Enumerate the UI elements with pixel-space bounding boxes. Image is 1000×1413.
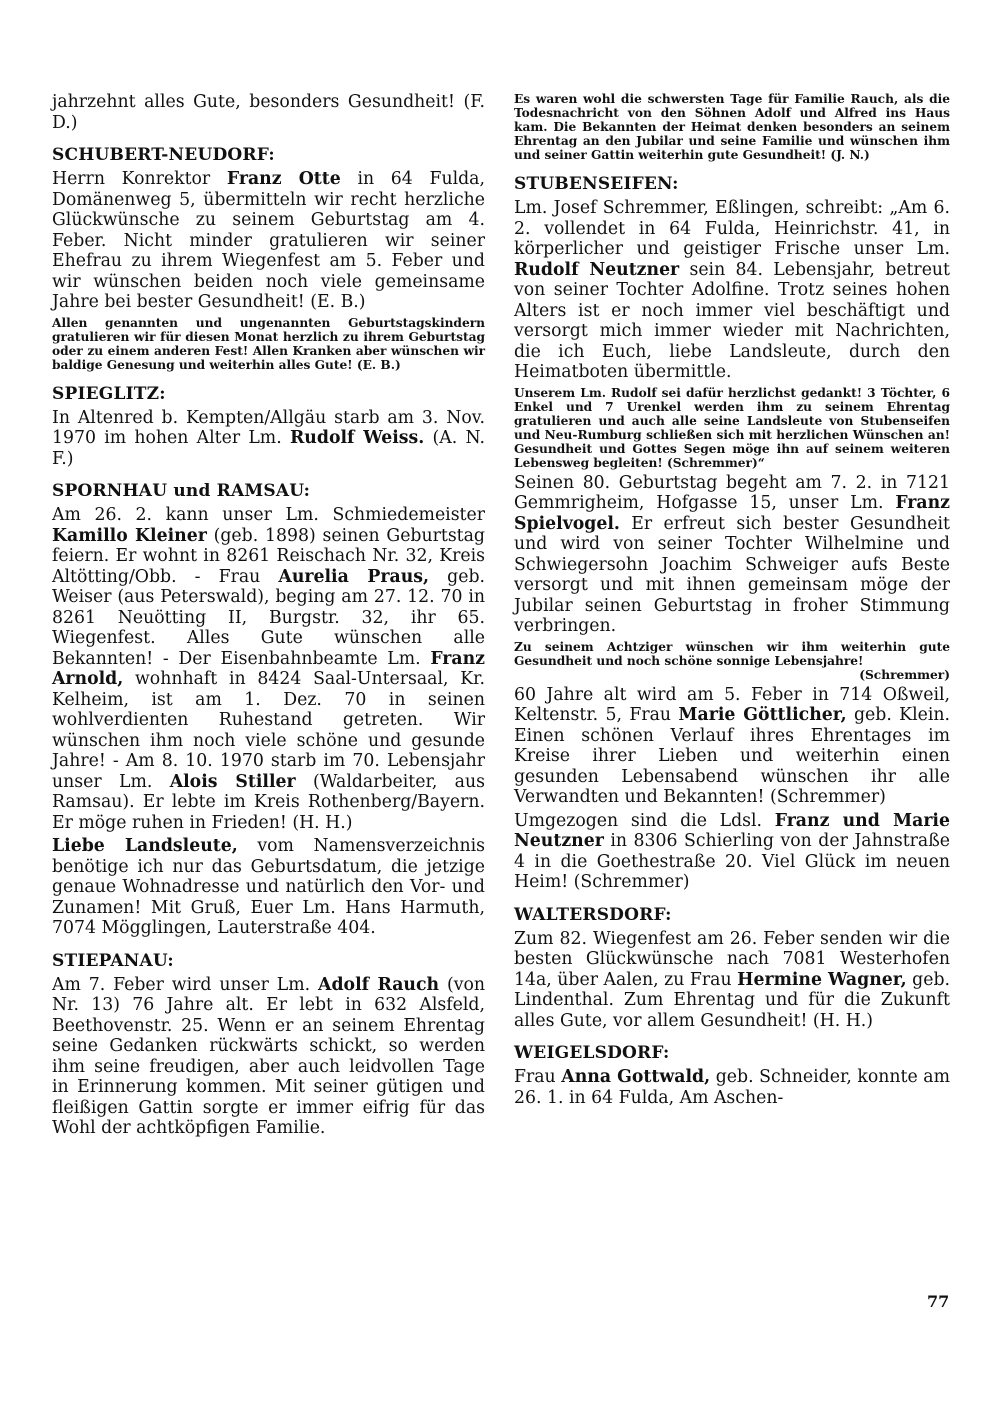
article-paragraph: Lm. Josef Schremmer, Eßlingen, schreibt: „Am 6. 2. vollendet in 64 Fulda, Heinrichstr. 41, in körperlicher und geistiger Frische unser Lm. Rudolf Neutzner sein 84. Lebensjahr, betreut von seiner Tochter Adolfine. Trotz seines hohen Alters ist er noch immer viel beschäftigt und versorgt mich immer wieder mit Nachrichten, die ich Euch, liebe Landsleute, durch den Heimatboten übermittle. xyxy=(514,198,950,382)
note-paragraph: Zu seinem Achtziger wünschen wir ihm weiterhin gute Gesundheit und noch schöne sonnige Lebensjahre! (Schremmer) xyxy=(514,639,950,682)
article-paragraph: Am 26. 2. kann unser Lm. Schmiedemeister Kamillo Kleiner (geb. 1898) seinen Geburtstag feiern. Er wohnt in 8261 Reischach Nr. 32, Kreis Altötting/Obb. - Frau Aurelia Praus, geb. Weiser (aus Peterswald), beging am 27. 12. 70 in 8261 Neuötting II, Burgstr. 32, ihr 65. Wiegenfest. Alles Gute wünschen alle Bekannten! - Der Eisenbahnbeamte Lm. Franz Arnold, wohnhaft in 8424 Saal-Untersaal, Kr. Kelheim, ist am 1. Dez. 70 in seinen wohlverdienten Ruhestand getreten. Wir wünschen ihm noch viele schöne und gesunde Jahre! - Am 8. 10. 1970 starb im 70. Lebensjahr unser Lm. Alois Stiller (Waldarbeiter, aus Ramsau). Er lebte im Kreis Rothenberg/Bayern. Er möge ruhen in Frieden! (H. H.) xyxy=(52,505,485,833)
left-column xyxy=(52,92,485,1139)
article-paragraph: Umgezogen sind die Ldsl. Franz und Marie Neutzner in 8306 Schierling von der Jahnstraße 4 in die Goethestraße 20. Viel Glück im neuen Heim! (Schremmer) xyxy=(514,810,950,892)
note-signature: (Schremmer) xyxy=(859,667,950,682)
article-paragraph: Seinen 80. Geburtstag begeht am 7. 2. in 7121 Gemmrigheim, Hofgasse 15, unser Lm. Franz Spielvogel. Er erfreut sich bester Gesundheit und wird von seiner Tochter Wilhelmine und Schwiegersohn Joachim Schweiger aufs Beste versorgt und mit ihnen gemeinsam möge der Jubilar seinen Geburtstag in froher Stimmung verbringen. xyxy=(514,472,950,636)
section-waltersdorf xyxy=(514,905,950,1032)
section-stubenseifen xyxy=(514,174,950,893)
section-heading: SCHUBERT-NEUDORF: xyxy=(52,145,275,165)
section-spornhau-ramsau xyxy=(52,481,485,939)
note-paragraph: Unserem Lm. Rudolf sei dafür herzlichst gedankt! 3 Töchter, 6 Enkel und 7 Urenkel werden ihm zu seinem Ehrentag gratulieren und auch alle seine Landsleute von Stubenseifen und Neu-Rumburg schließen sich mit herzlichen Wünschen an! Gesundheit und Gottes Segen möge ihn auf seinem weiteren Lebensweg begleiten! (Schremmer)“ xyxy=(514,385,950,470)
article-paragraph: Zum 82. Wiegenfest am 26. Feber senden wir die besten Glückwünsche nach 7081 Westerhofen 14a, über Aalen, zu Frau Hermine Wagner, geb. Lindenthal. Zum Ehrentag und für die Zukunft alles Gute, vor allem Gesundheit! (H. H.) xyxy=(514,928,951,1031)
page-number: 77 xyxy=(927,1292,950,1311)
note-paragraph: Es waren wohl die schwersten Tage für Familie Rauch, als die Todesnachricht von den Söhnen Adolf und Alfred ins Haus kam. Die Bekannten der Heimat denken besonders an seinem Ehrentag an den Jubilar und seine Familie und wünschen ihm und seiner Gattin weiterhin gute Gesundheit! (J. N.) xyxy=(514,92,950,162)
right-column xyxy=(514,92,950,1108)
intro-paragraph: jahrzehnt alles Gute, besonders Gesundheit! (F. D.) xyxy=(52,92,485,133)
section-heading: WEIGELSDORF: xyxy=(514,1043,670,1063)
article-paragraph: 60 Jahre alt wird am 5. Feber in 714 Oßweil, Keltenstr. 5, Frau Marie Göttlicher, geb. Klein. Einen schönen Verlauf ihres Ehrentages im Kreise ihrer Lieben und weiterhin einen gesunden Lebensabend wünschen ihr alle Verwandten und Bekannten! (Schremmer) xyxy=(514,684,950,807)
section-heading: STIEPANAU: xyxy=(52,950,174,971)
section-spieglitz xyxy=(52,384,485,470)
article-paragraph: Liebe Landsleute, vom Namensverzeichnis benötige ich nur das Geburtsdatum, die jetzige genaue Wohnadresse und natürlich den Vor- und Zunamen! Mit Gruß, Euer Lm. Hans Harmuth, 7074 Mögglingen, Lauterstraße 404. xyxy=(52,836,485,938)
article-paragraph: Frau Anna Gottwald, geb. Schneider, konnte am 26. 1. in 64 Fulda, Am Aschen- xyxy=(514,1067,950,1108)
article-paragraph: Am 7. Feber wird unser Lm. Adolf Rauch (von Nr. 13) 76 Jahre alt. Er lebt in 632 Alsfeld, Beethovenstr. 25. Wenn er an seinem Ehrentag seine Gedanken rückwärts schickt, so werden ihm seine freudigen, aber auch leidvollen Tage in Erinnerung kommen. Mit seiner gütigen und fleißigen Gattin sorgte er immer eifrig für das Wohl der achtköpfigen Familie. xyxy=(52,974,485,1138)
section-heading: STUBENSEIFEN: xyxy=(514,174,679,194)
section-heading: WALTERSDORF: xyxy=(514,904,672,925)
section-stiepanau xyxy=(52,951,485,1139)
article-paragraph: In Altenred b. Kempten/Allgäu starb am 3. Nov. 1970 im hohen Alter Lm. Rudolf Weiss. (A. N. F.) xyxy=(52,407,485,469)
section-weigelsdorf xyxy=(514,1043,950,1108)
section-heading: SPORNHAU und RAMSAU: xyxy=(52,481,311,501)
note-paragraph: Allen genannten und ungenannten Geburtstagskindern gratulieren wir für diesen Monat herzlich zu ihrem Geburtstag oder zu einem anderen Fest! Allen Kranken aber wünschen wir baldige Genesung und weiterhin alles Gute! (E. B.) xyxy=(52,315,485,372)
section-heading: SPIEGLITZ: xyxy=(52,383,166,404)
section-schubert-neudorf xyxy=(52,145,485,372)
article-paragraph: Herrn Konrektor Franz Otte in 64 Fulda, Domänenweg 5, übermitteln wir recht herzliche Glückwünsche zu seinem Geburtstag am 4. Feber. Nicht minder gratulieren wir seiner Ehefrau zu ihrem Wiegenfest am 5. Feber und wir wünschen beiden noch viele gemeinsame Jahre bei bester Gesundheit! (E. B.) xyxy=(52,169,485,312)
